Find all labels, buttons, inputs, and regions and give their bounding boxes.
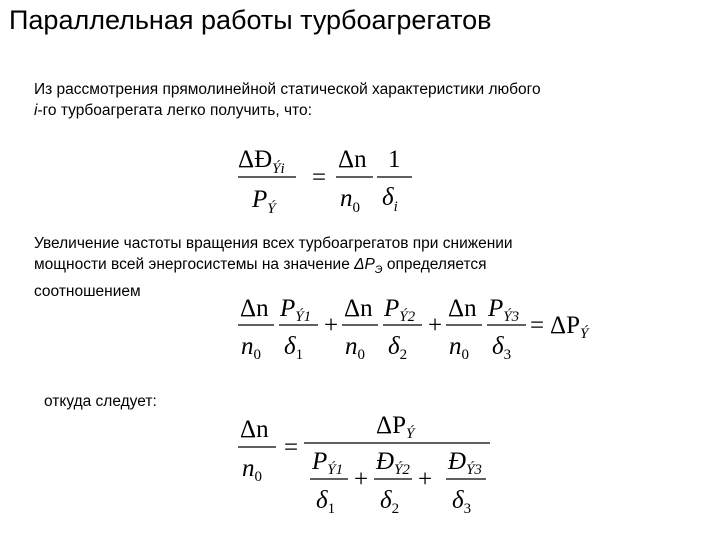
svg-text:ĐÝ3: $Đ_{Ý3}$: [448, 448, 482, 478]
conclusion-label: откуда следует:: [44, 393, 157, 410]
svg-text:PÝ1: $P_{Ý1}$: [280, 295, 312, 325]
f1-num-left: $\Delta Đ_{Ýi}$: [238, 146, 285, 177]
f3-plus-2: +: [418, 466, 433, 493]
frequency-line-2-start: мощности всей энергосистемы на значение: [34, 256, 355, 273]
f1-num-mid: Δn: [338, 146, 367, 173]
svg-text:n0: $n_0$: [241, 333, 261, 363]
f2-term-3: [446, 295, 526, 363]
svg-text:Δn: Δn: [448, 295, 477, 322]
f2-equals: =: [530, 312, 545, 339]
svg-text:δ1: $\delta_1$: [316, 487, 336, 517]
frequency-line-3: соотношением: [34, 283, 141, 301]
slide-title: Параллельная работы турбоагрегатов: [9, 5, 492, 35]
svg-text:Δn: Δn: [344, 295, 373, 322]
frequency-line-2-end: определяется: [382, 256, 487, 273]
f1-num-right: 1: [388, 146, 401, 173]
svg-text:n0: $n_0$: [345, 333, 365, 363]
f1-den-left: $P_Ý$: [252, 186, 276, 217]
svg-text:δ2: $\delta_2$: [388, 333, 408, 363]
f3-den-term-3: [446, 448, 486, 517]
svg-text:n0: $n_0$: [449, 333, 469, 363]
f3-lhs-num: Δn: [240, 416, 269, 443]
f3-big-num: $\Delta P_Ý$: [376, 412, 415, 442]
f3-lhs-den: $n_0$: [242, 455, 262, 485]
f3-equals: =: [284, 434, 299, 461]
delta-p-symbol: ΔP: [354, 256, 375, 273]
svg-text:δ2: $\delta_2$: [380, 487, 400, 517]
f3-plus-1: +: [354, 466, 369, 493]
svg-text:δ1: $\delta_1$: [284, 333, 304, 363]
svg-text:ĐÝ2: $Đ_{Ý2}$: [376, 448, 410, 478]
intro-paragraph: [34, 79, 704, 121]
svg-text:δ3: $\delta_3$: [492, 333, 512, 363]
formula-sum-of-units: [236, 291, 596, 363]
frequency-line-1: Увеличение частоты вращения всех турбоагрегатов при снижении: [34, 235, 513, 252]
intro-line-1: Из рассмотрения прямолинейной статической характеристики любого: [34, 81, 541, 98]
f2-plus-2: +: [428, 312, 443, 339]
formula-frequency-change: [236, 405, 501, 530]
f2-term-2: [342, 295, 422, 363]
svg-text:PÝ2: $P_{Ý2}$: [384, 295, 416, 325]
f2-rhs: $\Delta P_Ý$: [550, 312, 589, 342]
svg-text:PÝ1: $P_{Ý1}$: [312, 448, 344, 478]
delta-p-subscript: Э: [374, 264, 383, 277]
f2-plus-1: +: [324, 312, 339, 339]
svg-text:PÝ3: $P_{Ý3}$: [488, 295, 520, 325]
f3-den-term-2: [374, 448, 412, 517]
f1-den-mid: $n_0$: [340, 185, 360, 216]
f1-den-right: $\delta_i$: [382, 184, 398, 215]
f3-den-term-1: [310, 448, 348, 517]
f2-term-1: [238, 295, 318, 363]
svg-text:δ3: $\delta_3$: [452, 487, 472, 517]
svg-text:Δn: Δn: [240, 295, 269, 322]
intro-line-2: -го турбоагрегата легко получить, что:: [37, 102, 312, 119]
f1-equals: =: [312, 164, 327, 191]
formula-single-unit: [236, 140, 416, 218]
index-i: i: [34, 102, 38, 119]
